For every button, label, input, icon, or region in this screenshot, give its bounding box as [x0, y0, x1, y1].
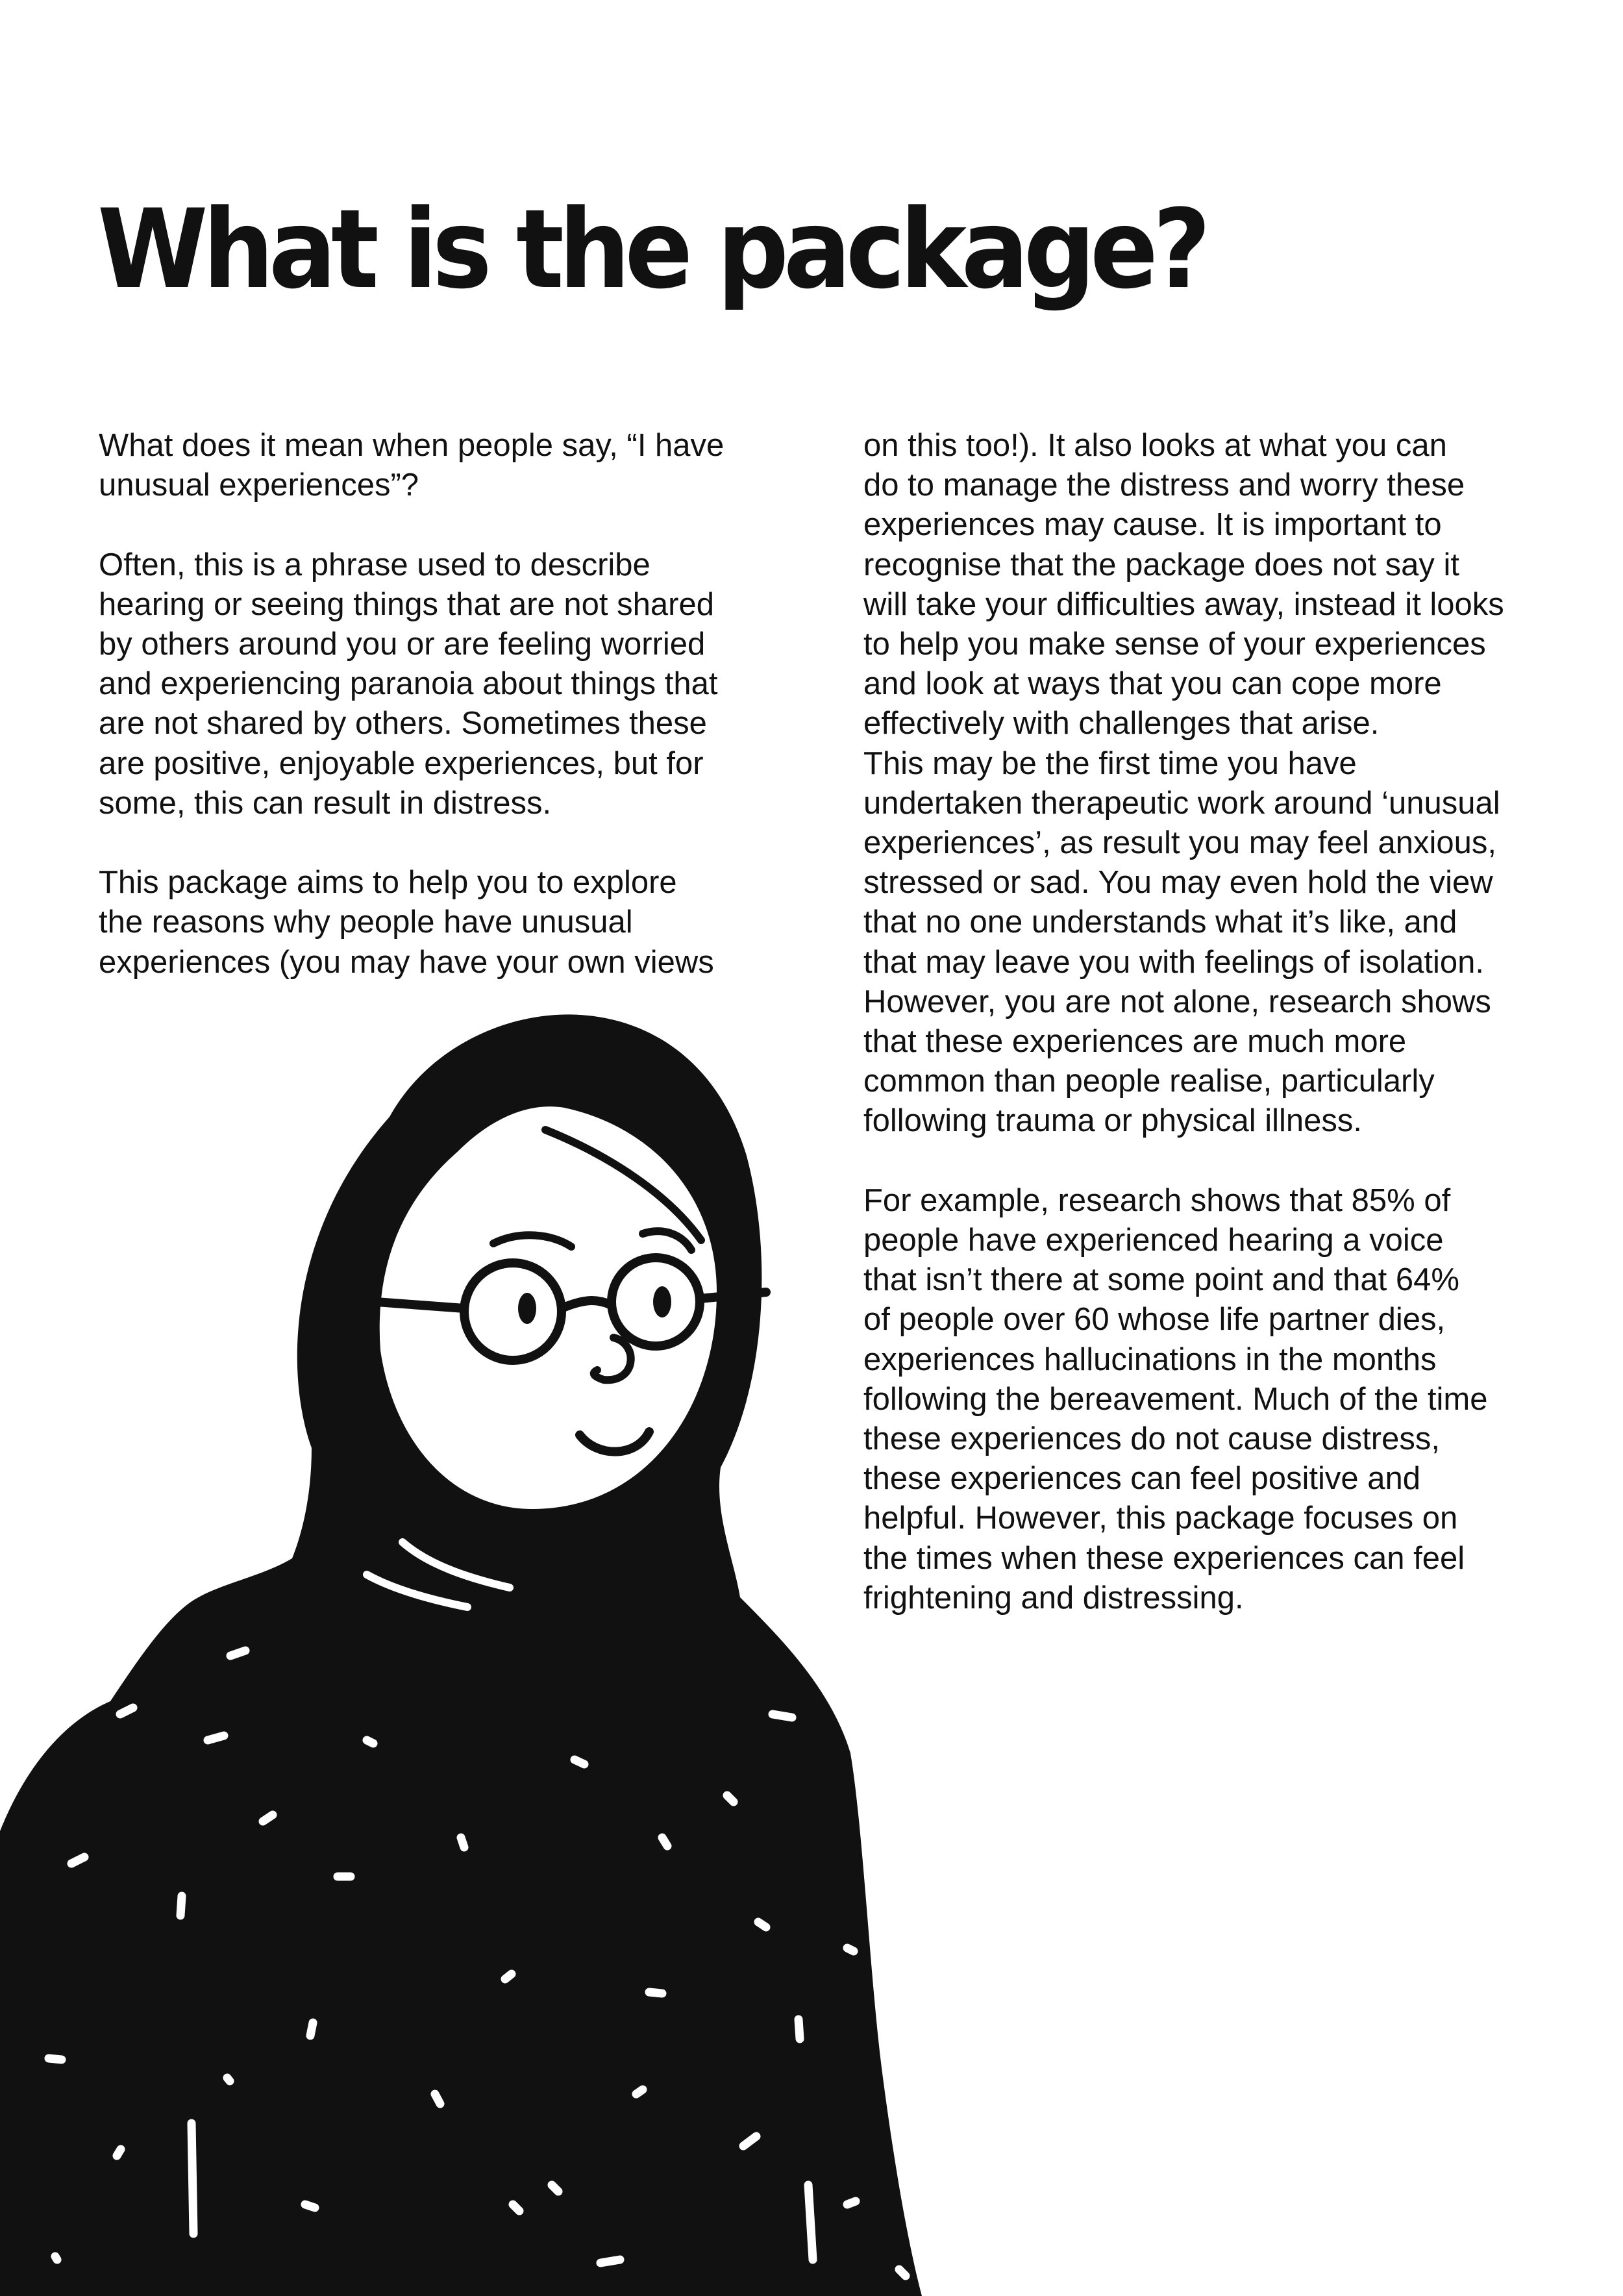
text-line: these experiences do not cause distress,	[863, 1421, 1440, 1457]
text-line: to help you make sense of your experiences	[863, 627, 1486, 662]
text-line: of people over 60 whose life partner dies,	[863, 1302, 1446, 1338]
text-line: experiences may cause. It is important to	[863, 507, 1442, 543]
text-line: the times when these experiences can feel	[863, 1540, 1465, 1576]
text-line: unusual experiences”?	[99, 468, 419, 503]
text-line: these experiences can feel positive and	[863, 1461, 1421, 1497]
text-line: the reasons why people have unusual	[99, 905, 633, 940]
text-line: For example, research shows that 85% of	[863, 1182, 1451, 1218]
text-line: are not shared by others. Sometimes these	[99, 706, 707, 742]
text-line: some, this can result in distress.	[99, 785, 552, 821]
text-line: effectively with challenges that arise.	[863, 706, 1380, 742]
eye-right	[653, 1286, 671, 1317]
paragraph	[99, 863, 813, 982]
text-line: common than people realise, particularly	[863, 1064, 1435, 1099]
text-line: This may be the first time you have	[863, 745, 1357, 781]
text-line: What does it mean when people say, “I have	[99, 428, 725, 463]
text-line: and experiencing paranoia about things that	[99, 666, 718, 702]
text-line: hearing or seeing things that are not shared	[99, 586, 714, 622]
paragraph-spacer	[99, 505, 813, 545]
text-line: experiences hallucinations in the months	[863, 1341, 1437, 1377]
text-line: helpful. However, this package focuses on	[863, 1501, 1458, 1536]
paragraph	[863, 426, 1597, 1142]
page-title: What is the package?	[97, 186, 1206, 313]
text-line: stressed or sad. You may even hold the view	[863, 865, 1493, 901]
paragraph-spacer	[99, 823, 813, 863]
text-line: that may leave you with feelings of isolation.	[863, 944, 1485, 980]
text-line: on this too!). It also looks at what you can	[863, 428, 1447, 463]
left-column	[99, 426, 813, 982]
text-line: undertaken therapeutic work around ‘unusual	[863, 785, 1500, 821]
paragraph	[99, 426, 813, 505]
text-line: are positive, enjoyable experiences, but for	[99, 745, 704, 781]
glasses-arm-left	[377, 1302, 464, 1308]
paragraph-spacer	[863, 1142, 1597, 1181]
text-line: by others around you or are feeling worried	[99, 627, 706, 662]
text-line: will take your difficulties away, instead it looks	[863, 586, 1504, 622]
text-line: following trauma or physical illness.	[863, 1103, 1362, 1139]
paragraph	[863, 1181, 1597, 1618]
glasses-arm-right	[700, 1292, 766, 1299]
text-line: do to manage the distress and worry these	[863, 468, 1465, 503]
text-line: following the bereavement. Much of the time	[863, 1381, 1488, 1417]
woman-in-hijab-illustration	[0, 967, 935, 2296]
right-column	[863, 426, 1597, 1618]
text-line: that no one understands what it’s like, and	[863, 905, 1457, 940]
text-line: experiences’, as result you may feel anxious,	[863, 825, 1497, 861]
text-line: and look at ways that you can cope more	[863, 666, 1442, 702]
text-line: This package aims to help you to explore	[99, 865, 677, 901]
text-line: experiences (you may have your own views	[99, 944, 714, 980]
text-line: frightening and distressing.	[863, 1580, 1244, 1616]
paragraph	[99, 545, 813, 823]
text-line: that isn’t there at some point and that 64%	[863, 1262, 1459, 1298]
eye-left	[518, 1293, 536, 1324]
text-line: people have experienced hearing a voice	[863, 1223, 1444, 1258]
text-line: However, you are not alone, research shows	[863, 984, 1491, 1019]
text-line: recognise that the package does not say it	[863, 547, 1459, 582]
text-line: that these experiences are much more	[863, 1024, 1407, 1060]
text-line: Often, this is a phrase used to describe	[99, 547, 650, 582]
